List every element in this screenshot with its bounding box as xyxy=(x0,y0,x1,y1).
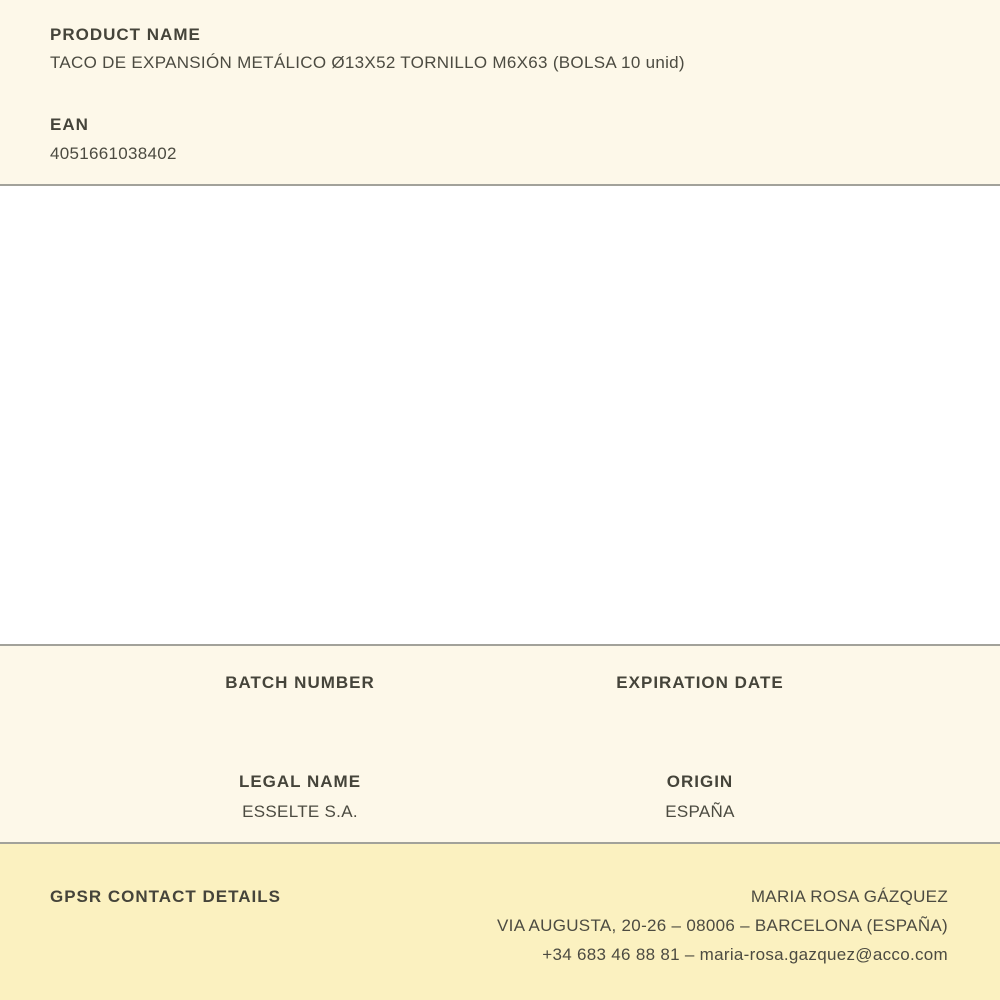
product-name-value: TACO DE EXPANSIÓN METÁLICO Ø13X52 TORNILLO M6X63 (BOLSA 10 unid) xyxy=(50,53,685,72)
ean-label: EAN xyxy=(50,115,89,134)
origin-label: ORIGIN xyxy=(666,772,734,791)
gpsr-contact-block xyxy=(497,882,948,969)
gpsr-contact-name: MARIA ROSA GÁZQUEZ xyxy=(750,887,948,906)
product-name-field xyxy=(50,24,950,73)
legal-name-label: LEGAL NAME xyxy=(238,772,362,791)
gpsr-contact-phone-email: +34 683 46 88 81 – maria-rosa.gazquez@acco.com xyxy=(542,945,948,964)
legal-origin-row xyxy=(100,771,900,822)
product-image-area xyxy=(0,186,1000,646)
details-section xyxy=(0,646,1000,844)
batch-expiration-row xyxy=(100,672,900,723)
legal-name-value: ESSELTE S.A. xyxy=(242,802,358,821)
expiration-date-value xyxy=(500,702,900,723)
gpsr-section xyxy=(0,844,1000,1000)
batch-number-value xyxy=(100,702,500,723)
product-name-label: PRODUCT NAME xyxy=(50,25,201,44)
gpsr-contact-address: VIA AUGUSTA, 20-26 – 08006 – BARCELONA (ESPAÑA) xyxy=(497,916,948,935)
product-section xyxy=(0,0,1000,186)
legal-name-field xyxy=(100,771,500,822)
ean-field xyxy=(50,114,950,164)
batch-number-field xyxy=(100,672,500,723)
expiration-date-field xyxy=(500,672,900,723)
origin-field xyxy=(500,771,900,822)
ean-value: 4051661038402 xyxy=(50,144,177,163)
gpsr-contact-details-label: GPSR CONTACT DETAILS xyxy=(50,887,281,906)
batch-number-label: BATCH NUMBER xyxy=(225,673,375,692)
expiration-date-label: EXPIRATION DATE xyxy=(616,673,784,692)
origin-value: ESPAÑA xyxy=(665,802,735,821)
